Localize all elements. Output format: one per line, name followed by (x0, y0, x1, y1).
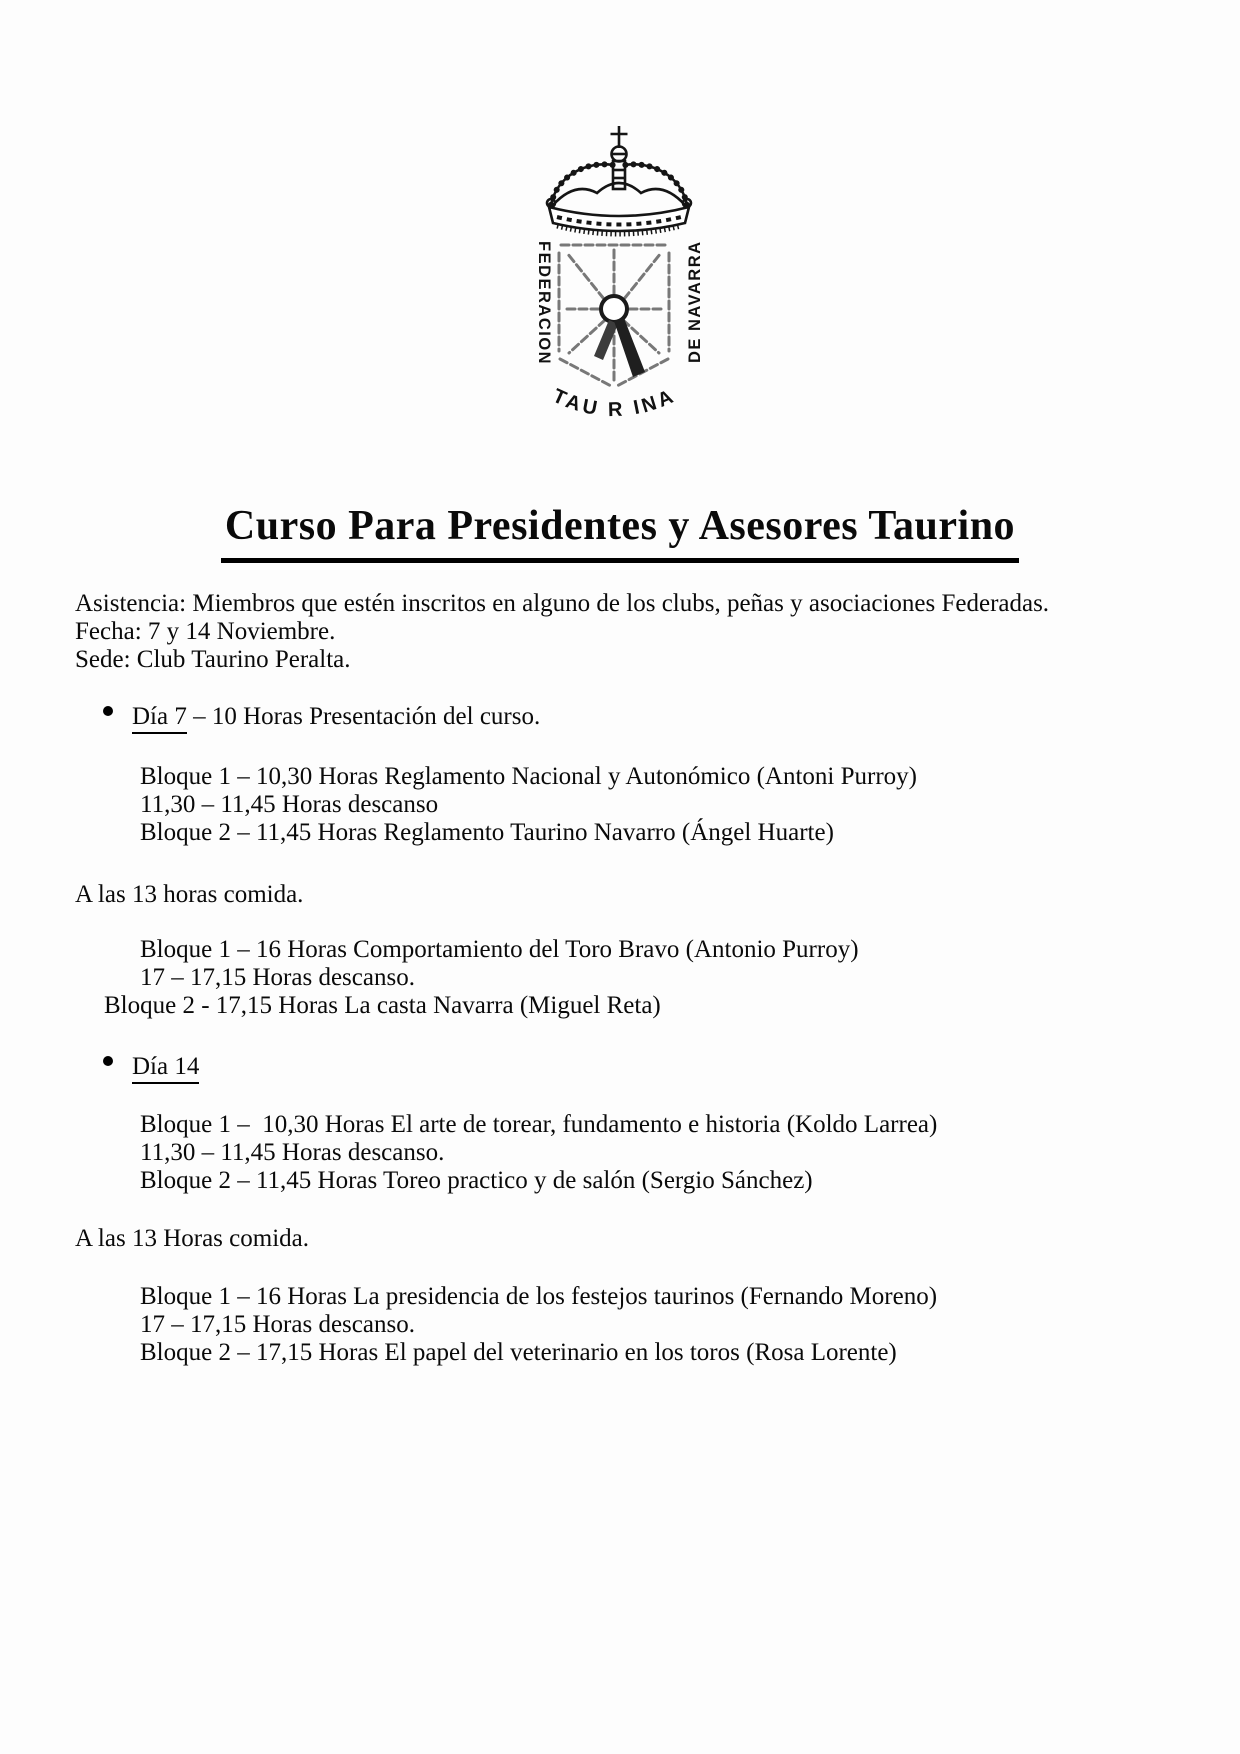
logo-bottom-text: TAU R INA (549, 384, 680, 422)
day7-label: Día 7 (132, 703, 187, 734)
schedule-line: Bloque 2 - 17,15 Horas La casta Navarra (Miguel Reta) (104, 992, 661, 1019)
intro-asistencia: Asistencia: Miembros que estén inscritos en alguno de los clubs, peñas y asociaciones Federadas. (75, 590, 1050, 617)
schedule-line: 17 – 17,15 Horas descanso. (140, 964, 415, 991)
day14-morning-schedule (140, 1111, 937, 1195)
emblem-ring-icon (601, 296, 627, 322)
day14-label: Día 14 (132, 1053, 199, 1084)
logo-right-text: DE NAVARRA (686, 240, 704, 363)
federation-logo-graphic (527, 123, 712, 435)
logo-left-text: FEDERACION (535, 241, 553, 366)
day7-bullet-item (103, 703, 540, 731)
day7-heading-rest: – 10 Horas Presentación del curso. (186, 703, 541, 730)
page-title (0, 500, 1240, 563)
federation-logo (527, 123, 712, 435)
schedule-line: 17 – 17,15 Horas descanso. (140, 1311, 415, 1338)
schedule-line: Bloque 2 – 17,15 Horas El papel del veterinario en los toros (Rosa Lorente) (140, 1339, 897, 1366)
crown-icon (547, 126, 691, 234)
day7-morning-schedule (140, 763, 917, 847)
schedule-line: Bloque 2 – 11,45 Horas Toreo practico y de salón (Sergio Sánchez) (140, 1167, 813, 1194)
schedule-line: Bloque 1 – 10,30 Horas Reglamento Nacional y Autonómico (Antoni Purroy) (140, 763, 917, 790)
page-title-text: Curso Para Presidentes y Asesores Taurino (221, 500, 1019, 563)
bullet-icon (103, 706, 113, 716)
ribbon-right-icon (614, 318, 645, 377)
day14-bullet-item (103, 1053, 199, 1081)
bullet-icon (103, 1056, 113, 1066)
schedule-line: 11,30 – 11,45 Horas descanso. (140, 1139, 445, 1166)
day7-lunch-note (75, 881, 303, 909)
schedule-line: Bloque 1 – 16 Horas La presidencia de los festejos taurinos (Fernando Moreno) (140, 1283, 938, 1310)
day14-heading (132, 1053, 199, 1081)
day7-heading (132, 703, 540, 731)
lunch-line: A las 13 Horas comida. (75, 1225, 309, 1252)
intro-fecha: Fecha: 7 y 14 Noviembre. (75, 618, 336, 645)
schedule-line: Bloque 1 – 10,30 Horas El arte de torear, fundamento e historia (Koldo Larrea) (140, 1111, 938, 1138)
day14-lunch-note (75, 1225, 309, 1253)
svg-text:TAU R INA (549, 385, 679, 422)
schedule-line: Bloque 1 – 16 Horas Comportamiento del Toro Bravo (Antonio Purroy) (140, 936, 859, 963)
day7-afternoon-schedule (104, 936, 859, 1020)
intro-sede: Sede: Club Taurino Peralta. (75, 646, 351, 673)
schedule-line: 11,30 – 11,45 Horas descanso (140, 791, 439, 818)
schedule-line: Bloque 2 – 11,45 Horas Reglamento Taurino Navarro (Ángel Huarte) (140, 819, 834, 846)
day14-afternoon-schedule (140, 1283, 937, 1367)
intro-paragraph (75, 590, 1049, 674)
lunch-line: A las 13 horas comida. (75, 881, 304, 908)
